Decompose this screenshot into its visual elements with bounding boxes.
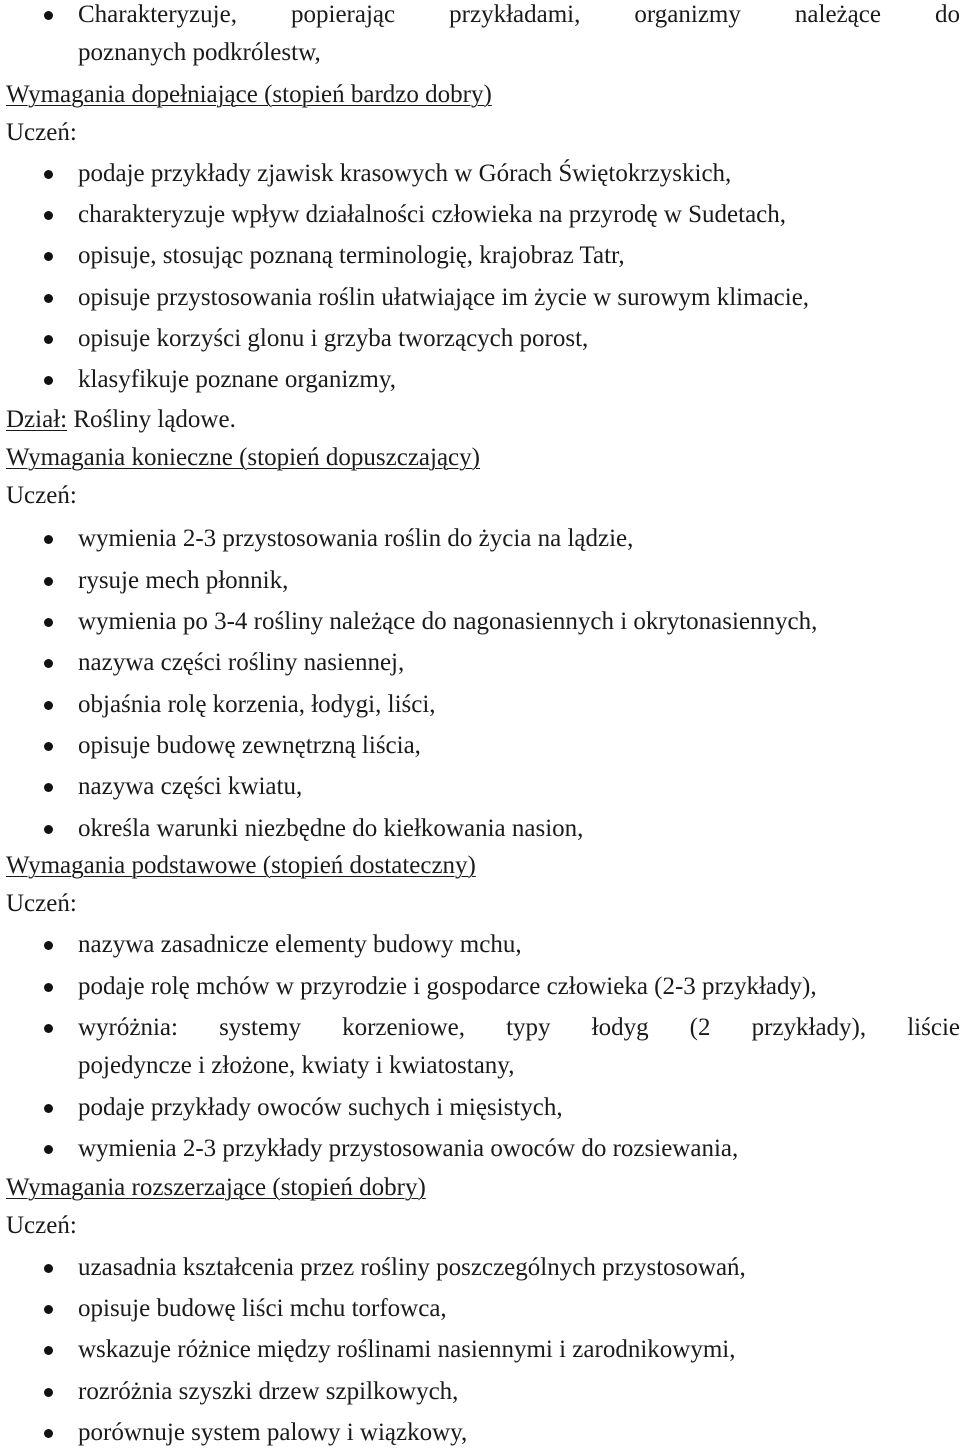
list-item: opisuje przystosowania roślin ułatwiające im życie w surowym klimacie, (78, 284, 810, 311)
list-item: rysuje mech płonnik, (78, 567, 289, 594)
list-item: wskazuje różnice między roślinami nasiennymi i zarodnikowymi, (78, 1336, 736, 1363)
bullet-icon (44, 211, 53, 220)
bullet-icon (44, 335, 53, 344)
bullet-icon (44, 170, 53, 179)
list-item: wyróżnia: systemy korzeniowe, typy łodyg (2 przykłady), liście (78, 1014, 960, 1041)
bullet-icon (44, 577, 53, 586)
section-heading: Wymagania rozszerzające (stopień dobry) (6, 1174, 426, 1201)
section-heading: Wymagania konieczne (stopień dopuszczający) (6, 444, 480, 471)
bullet-icon (44, 1429, 53, 1438)
list-item: nazywa części rośliny nasiennej, (78, 649, 405, 676)
bullet-icon (44, 252, 53, 261)
list-item: objaśnia rolę korzenia, łodygi, liści, (78, 691, 436, 718)
bullet-icon (44, 11, 53, 20)
list-item: charakteryzuje wpływ działalności człowieka na przyrodę w Sudetach, (78, 201, 787, 228)
bullet-icon (44, 1104, 53, 1113)
bullet-icon (44, 941, 53, 950)
bullet-icon (44, 294, 53, 303)
list-item: rozróżnia szyszki drzew szpilkowych, (78, 1378, 459, 1405)
bullet-icon (44, 659, 53, 668)
bullet-icon (44, 1346, 53, 1355)
list-item: nazywa zasadnicze elementy budowy mchu, (78, 931, 522, 958)
list-item-continuation: pojedyncze i złożone, kwiaty i kwiatostany, (78, 1052, 515, 1079)
bullet-icon (44, 1145, 53, 1154)
bullet-icon (44, 825, 53, 834)
list-item: opisuje budowę zewnętrzną liścia, (78, 732, 421, 759)
section-heading: Wymagania dopełniające (stopień bardzo dobry) (6, 81, 492, 108)
list-item: podaje przykłady owoców suchych i mięsistych, (78, 1094, 563, 1121)
bullet-icon (44, 783, 53, 792)
bullet-icon (44, 742, 53, 751)
list-item: nazywa części kwiatu, (78, 773, 303, 800)
student-label: Uczeń: (6, 119, 77, 146)
student-label: Uczeń: (6, 890, 77, 917)
list-item: Charakteryzuje, popierając przykładami, organizmy należące do (78, 1, 960, 28)
student-label: Uczeń: (6, 482, 77, 509)
list-item: wymienia po 3-4 rośliny należące do nagonasiennych i okrytonasiennych, (78, 608, 818, 635)
list-item: wymienia 2-3 przykłady przystosowania owoców do rozsiewania, (78, 1135, 739, 1162)
bullet-icon (44, 618, 53, 627)
list-item: porównuje system palowy i wiązkowy, (78, 1419, 468, 1446)
list-item: opisuje budowę liści mchu torfowca, (78, 1295, 447, 1322)
section-heading: Wymagania podstawowe (stopień dostateczny) (6, 852, 476, 879)
bullet-icon (44, 1024, 53, 1033)
bullet-icon (44, 1388, 53, 1397)
bullet-icon (44, 535, 53, 544)
list-item: klasyfikuje poznane organizmy, (78, 366, 396, 393)
list-item: opisuje korzyści glonu i grzyba tworzących porost, (78, 325, 589, 352)
bullet-icon (44, 983, 53, 992)
student-label: Uczeń: (6, 1212, 77, 1239)
bullet-icon (44, 701, 53, 710)
list-item: opisuje, stosując poznaną terminologię, krajobraz Tatr, (78, 242, 625, 269)
bullet-icon (44, 1305, 53, 1314)
bullet-icon (44, 1264, 53, 1273)
list-item: określa warunki niezbędne do kiełkowania nasion, (78, 815, 584, 842)
department-label: Dział: (6, 406, 68, 433)
list-item: podaje rolę mchów w przyrodzie i gospodarce człowieka (2-3 przykłady), (78, 973, 817, 1000)
department-heading (6, 405, 236, 435)
list-item: wymienia 2-3 przystosowania roślin do życia na lądzie, (78, 525, 634, 552)
list-item: uzasadnia kształcenia przez rośliny poszczególnych przystosowań, (78, 1254, 746, 1281)
bullet-icon (44, 376, 53, 385)
department-title: Rośliny lądowe. (67, 406, 236, 433)
list-item-continuation: poznanych podkrólestw, (78, 39, 321, 66)
list-item: podaje przykłady zjawisk krasowych w Górach Świętokrzyskich, (78, 160, 732, 187)
